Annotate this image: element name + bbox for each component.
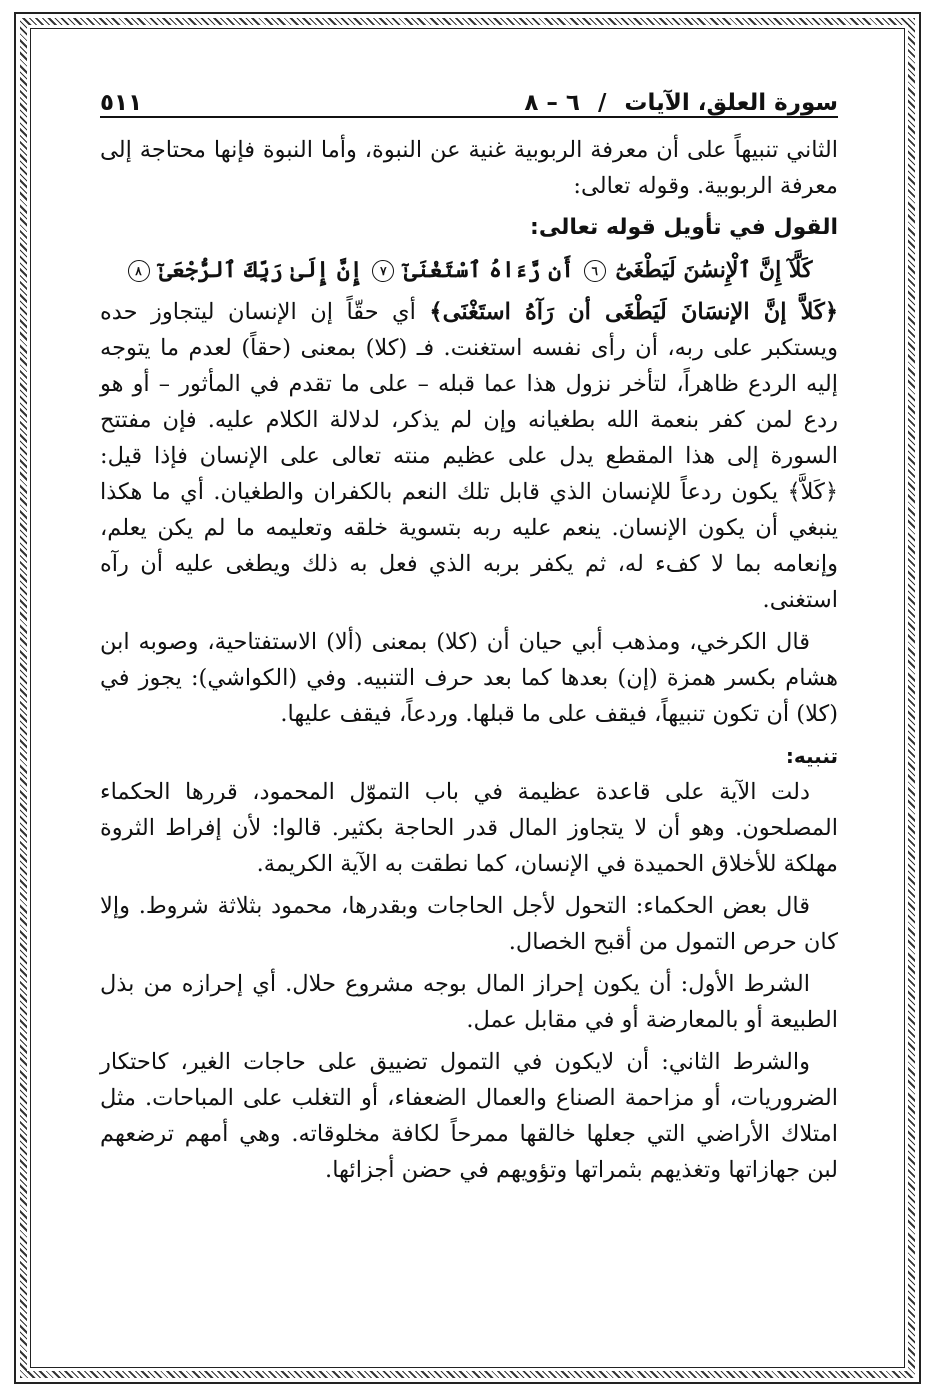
ayah-number-6: ٦ (584, 260, 606, 282)
section-heading: القول في تأويل قوله تعالى: (530, 215, 838, 240)
verse-quote: ﴿كَلاَّ إنَّ الإنسَانَ لَيَطْغَى أن رَآهُ استَغْنَى﴾ (429, 299, 838, 325)
header-title-group (524, 90, 838, 116)
hukama-paragraph: قال بعض الحكماء: التحول لأجل الحاجات وبقدرها، محمود بثلاثة شروط. وإلا كان حرص التمول من أقبح الخصال. (100, 893, 838, 955)
verse-range: ٦ – ٨ (524, 90, 580, 116)
book-page (100, 76, 838, 1346)
verse-part-3: إِنَّ إِلَىٰ رَبِّكَ ٱلرُّجْعَىٰٓ (159, 257, 363, 283)
note-heading: تنبيه: (785, 744, 838, 768)
commentary-text: أي حقّاً إن الإنسان ليتجاوز حده ويستكبر على ربه، أن رأى نفسه استغنت. فـ (كلا) بمعنى (حقاً) لعدم ما يتوجه إليه الردع ظاهراً، لتأخر نزول هذا عما قبله – على ما تقدم في المأثور – أو هو ردع لمن كفر بنعمة الله بطغيانه وإن لم يذكر، لدلالة الكلام عليه. فإن مفتتح السورة إلى هذا المقطع يدل على عظيم منته تعالى على الإنسان فإذا قيل: ﴿كَلاَّ﴾ يكون ردعاً للإنسان الذي قابل تلك النعم بالكفران والطغيان. أي ما هكذا ينبغي أن يكون الإنسان. ينعم عليه ربه بتسوية خلقه وتعليمه ما لم يكن يعلم، وإنعامه بما لا كفء له، ثم يكفر بربه الذي فعل به ذلك ويطغى عليه أن رآه استغنى. (100, 299, 838, 613)
note-paragraph: دلت الآية على قاعدة عظيمة في باب التموّل المحمود، قررها الحكماء المصلحون. وهو أن لا يتجاوز المال قدر الحاجة بكثير. قالوا: لأن إفراط الثروة مهلكة للأخلاق الحميدة في الإنسان، كما نطقت به الآية الكريمة. (100, 779, 838, 877)
page-number: ٥١١ (100, 90, 143, 116)
verse-part-2: أَن رَّءَاهُ ٱسْتَغْنَىٰٓ (403, 257, 574, 283)
karkhi-paragraph: قال الكرخي، ومذهب أبي حيان أن (كلا) بمعنى (ألا) الاستفتاحية، وصوبه ابن هشام بكسر همزة (إن) بعدها كما بعد حرف التنبيه. وفي (الكواشي): يجوز في (كلا) أن تكون تنبيهاً، فيقف على ما قبلها. وردعاً، فيقف عليها. (100, 629, 838, 727)
intro-paragraph: الثاني تنبيهاً على أن معرفة الربوبية غنية عن النبوة، وأما النبوة فإنها محتاجة إلى معرفة الربوبية. وقوله تعالى: (100, 137, 838, 199)
condition-1-paragraph: الشرط الأول: أن يكون إحراز المال بوجه مشروع حلال. أي إحرازه من بذل الطبيعة أو بالمعارضة أو في مقابل عمل. (100, 971, 838, 1033)
ayah-number-7: ٧ (372, 260, 394, 282)
ayah-number-8: ٨ (128, 260, 150, 282)
header-separator: / (597, 90, 607, 116)
surah-title: سورة العلق، الآيات (624, 90, 838, 116)
commentary-paragraph (100, 294, 838, 618)
quran-verse (100, 250, 838, 290)
verse-part-1: كَلَّآ إِنَّ ٱلْإِنسَٰنَ لَيَطْغَىٰٓ (615, 257, 813, 283)
condition-2-paragraph: والشرط الثاني: أن لايكون في التمول تضييق على حاجات الغير، كاحتكار الضروريات، أو مزاحمة الصناع والعمال الضعفاء، أو التغلب على المباحات. مثل امتلاك الأراضي التي جعلها خالقها ممرحاً لكافة مخلوقاته. وهي أمهم ترضعهم لبن جهازاتها وتغذيهم بثمراتها وتؤويهم في حضن أجزائها. (100, 1049, 838, 1183)
running-header (100, 76, 838, 118)
